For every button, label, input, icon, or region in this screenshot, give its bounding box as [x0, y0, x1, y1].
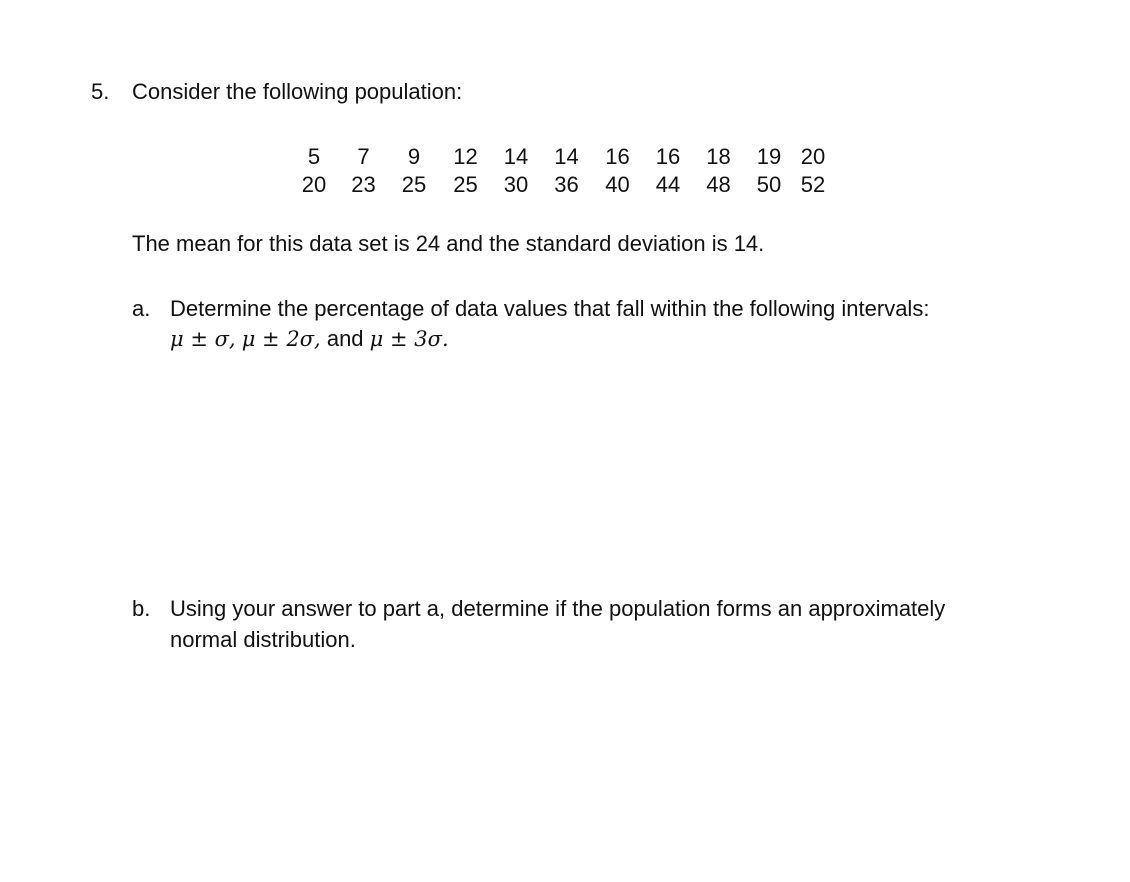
- data-value: 18: [706, 144, 731, 169]
- interval-three-sigma: μ ± 3σ.: [369, 327, 449, 351]
- population-data-table: [289, 143, 832, 199]
- data-value: 40: [605, 172, 630, 197]
- data-value: 20: [301, 172, 327, 197]
- question-prompt: Consider the following population:: [132, 79, 463, 104]
- summary-statistics-text: The mean for this data set is 24 and the standard deviation is 14.: [132, 231, 765, 256]
- data-value: 44: [655, 172, 681, 197]
- interval-one-sigma: μ ± σ,: [170, 327, 236, 351]
- question-number: 5.: [91, 79, 110, 104]
- data-value: 25: [401, 172, 427, 197]
- data-value: 25: [453, 172, 478, 197]
- data-value: 36: [554, 172, 579, 197]
- data-row: [289, 171, 832, 199]
- data-value: 20: [800, 144, 826, 169]
- data-value: 7: [357, 144, 370, 169]
- part-a-label: a.: [132, 296, 151, 321]
- part-b-label: b.: [132, 596, 151, 621]
- data-value: 23: [351, 172, 376, 197]
- part-b-prompt: Using your answer to part a, determine if the population forms an approximately: [170, 596, 946, 621]
- data-value: 14: [503, 144, 529, 169]
- data-row: [289, 143, 832, 171]
- data-value: 5: [307, 144, 321, 169]
- data-value: 12: [453, 144, 478, 169]
- data-value: 52: [800, 172, 826, 197]
- interval-two-sigma: μ ± 2σ,: [241, 327, 321, 351]
- data-value: 16: [655, 144, 681, 169]
- data-value: 16: [605, 144, 630, 169]
- data-value: 30: [503, 172, 529, 197]
- interval-connector: and: [326, 326, 364, 351]
- data-value: 19: [756, 144, 782, 169]
- part-a-intervals: [170, 326, 449, 352]
- data-value: 50: [756, 172, 782, 197]
- data-value: 9: [407, 144, 421, 169]
- data-value: 14: [554, 144, 579, 169]
- data-value: 48: [706, 172, 731, 197]
- part-a-prompt: Determine the percentage of data values that fall within the following intervals:: [170, 296, 930, 321]
- part-b-prompt-continued: normal distribution.: [170, 627, 356, 652]
